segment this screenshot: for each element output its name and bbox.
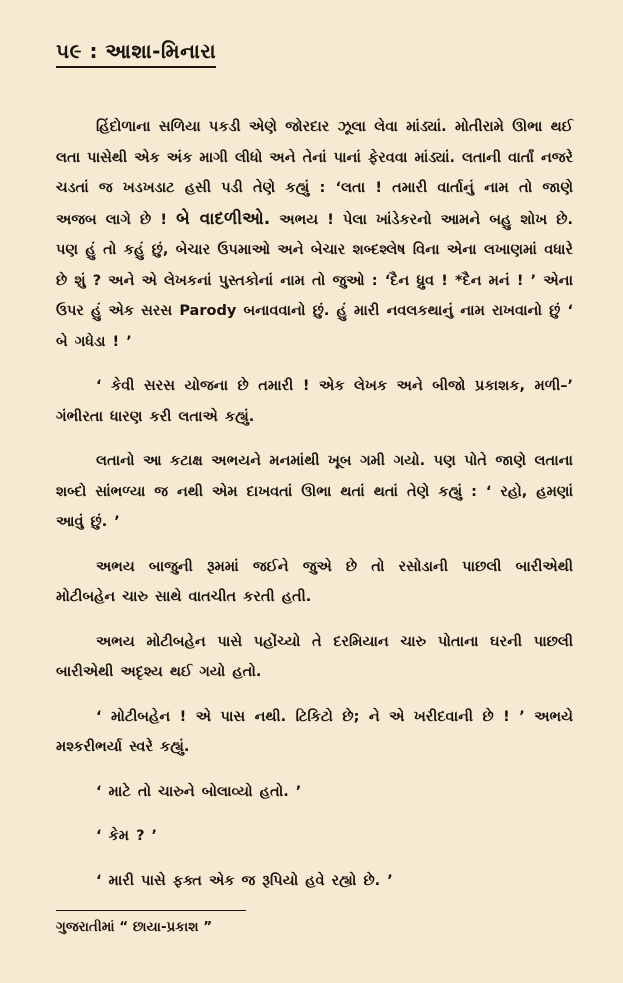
paragraph <box>56 112 573 357</box>
paragraph: ‘ મોટીબહેન ! એ પાસ નથી. ટિકિટો છે; ને એ ખરીદવાની છે ! ’ અભયે મશ્કરીભર્યા સ્વરે કહ્યું. <box>56 708 573 755</box>
paragraph: ‘ કેવી સરસ યોજના છે તમારી ! એક લેખક અને બીજો પ્રકાશક, મળી–’ ગંભીરતા ધારણ કરી લતાએ કહ્યું. <box>56 378 573 425</box>
story-title-bold: બે વાદળીઓ. <box>176 208 271 229</box>
paragraph: ‘ માટે તો ચારુને બોલાવ્યો હતો. ’ <box>96 783 302 800</box>
paragraph: અભય મોટીબહેન પાસે પહોંચ્યો તે દરમિયાન ચારુ પોતાના ઘરની પાછલી બારીએથી અદૃશ્ય થઈ ગયો હતો. <box>56 633 573 680</box>
paragraph: અભય બાજુની રૂમમાં જઈને જુએ છે તો રસોડાની પાછલી બારીએથી મોટીબહેન ચારુ સાથે વાતચીત કરતી હતી. <box>56 558 573 605</box>
chapter-heading: ૫૯ : આશા-મિનારા <box>56 38 216 68</box>
paragraph-text: અભય ! પેલા ખાંડેકરનો આમને બહુ શોખ છે. પણ હું તો કહું છું, બેચાર ઉપમાઓ અને બેચાર શબ્દશ્લેષ વિના એના લખાણમાં વધારે છે શું ? અને એ લેખકનાં પુસ્તકોનાં નામ તો જુઓ : ‘દૈન ધ્રુવ ! *દૈન મનં ! ’ એના ઉપર હું એક સરસ Parody બનાવવાનો છું. હું મારી નવલકથાનું નામ રાખવાનો છું ‘ બે ગધેડા ! ’ <box>56 211 573 350</box>
paragraph-text: હિંદોળાના સળિયા પકડી એણે જોરદાર ઝૂલા લેવા માંડ્યાં. મોતીરામે ઊભા થઈ લતા પાસેથી એક અંક માગી લીધો અને તેનાં પાનાં ફેરવવા માંડ્યાં. લતાની વાર્તાં નજરે ચડતાં જ ખડખડાટ હસી પડી તેણે કહ્યું : ‘લતા ! તમારી વાર્તાનું નામ તો જાણે અજબ લાગે છે ! <box>56 119 573 228</box>
footnote: ગુજરાતીમાં “ છાયા-પ્રકાશ ” <box>56 919 213 935</box>
paragraph: ‘ મારી પાસે ફક્ત એક જ રૂપિયો હવે રહ્યો છે. ’ <box>96 872 393 889</box>
footnote-rule <box>56 910 246 911</box>
paragraph: ‘ કેમ ? ’ <box>96 828 158 844</box>
paragraph: લતાનો આ કટાક્ષ અભયને મનમાંથી ખૂબ ગમી ગયો. પણ પોતે જાણે લતાના શબ્દો સાંભળ્યા જ નથી એમ દાખવતાં ઊભા થતાં થતાં તેણે કહ્યું : ‘ રહો, હમણાં આવું છું. ’ <box>56 453 573 530</box>
